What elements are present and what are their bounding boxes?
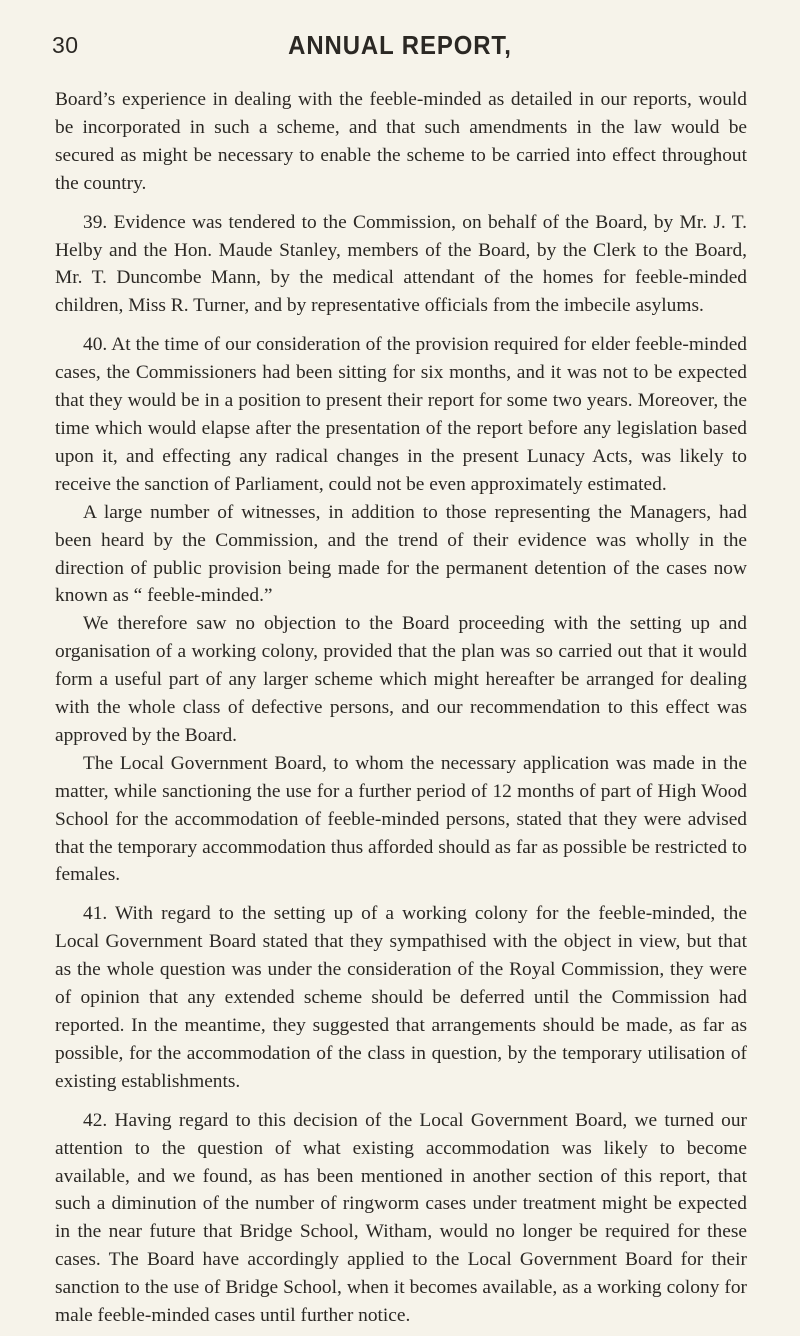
page-number: 30	[52, 32, 79, 58]
paragraph-41: 41. With regard to the setting up of a working colony for the feeble-minded, the Local Government Board stated that they sympathised with the object in view, but that as the whole question was under the consideration of the Royal Commission, they were of opinion that any extended scheme should be deferred until the Commission had reported. In the meantime, they suggested that arrangements should be made, as far as possible, for the accommodation of the class in question, by the temporary utilisation of existing establishments.	[55, 903, 747, 1092]
paragraph-witnesses: A large number of witnesses, in addition to those representing the Managers, had been heard by the Commission, and the trend of their evidence was wholly in the direction of public provision being made for the permanent detention of the cases now known as “ feeble-minded.”	[55, 501, 747, 607]
paragraph-continued: Board’s experience in dealing with the feeble-minded as detailed in our reports, would be incorporated in such a scheme, and that such amendments in the law would be secured as might be necessary to enable the scheme to be carried into effect throughout the country.	[55, 89, 747, 194]
paragraph-39: 39. Evidence was tendered to the Commission, on behalf of the Board, by Mr. J. T. Helby and the Hon. Maude Stanley, members of the Board, by the Clerk to the Board, Mr. T. Duncombe Mann, by the medical attendant of the homes for feeble-minded children, Miss R. Turner, and by representative officials from the imbecile asylums.	[55, 211, 747, 317]
paragraph-42: 42. Having regard to this decision of the Local Government Board, we turned our attention to the question of what existing accommodation was likely to become available, and we found, as has been mentioned in another section of this report, that such a diminution of the number of ringworm cases under treatment might be expected in the near future that Bridge School, Witham, would no longer be required for these cases. The Board have accordingly applied to the Local Government Board for their sanction to the use of Bridge School, when it becomes available, as a working colony for male feeble-minded cases until further notice.	[55, 1109, 747, 1327]
report-body	[55, 86, 747, 1330]
paragraph-local-government-board: The Local Government Board, to whom the necessary application was made in the matter, while sanctioning the use for a further period of 12 months of part of High Wood School for the accommodation of feeble-minded persons, stated that they were advised that the temporary accommodation thus afforded should as far as possible be restricted to females.	[55, 752, 747, 886]
page-header	[0, 30, 800, 70]
paragraph-40: 40. At the time of our consideration of the provision required for elder feeble-minded cases, the Commissioners had been sitting for six months, and it was not to be expected that they would be in a position to present their report for some two years. Moreover, the time which would elapse after the presentation of the report before any legislation based upon it, and effecting any radical changes in the present Lunacy Acts, was likely to receive the sanction of Parliament, could not be even approximately estimated.	[55, 334, 747, 495]
running-title: ANNUAL REPORT,	[288, 30, 512, 60]
paragraph-working-colony: We therefore saw no objection to the Board proceeding with the setting up and organisation of a working colony, provided that the plan was so carried out that it would form a useful part of any larger scheme which might hereafter be arranged for dealing with the whole class of defective persons, and our recommendation to this effect was approved by the Board.	[55, 613, 747, 746]
